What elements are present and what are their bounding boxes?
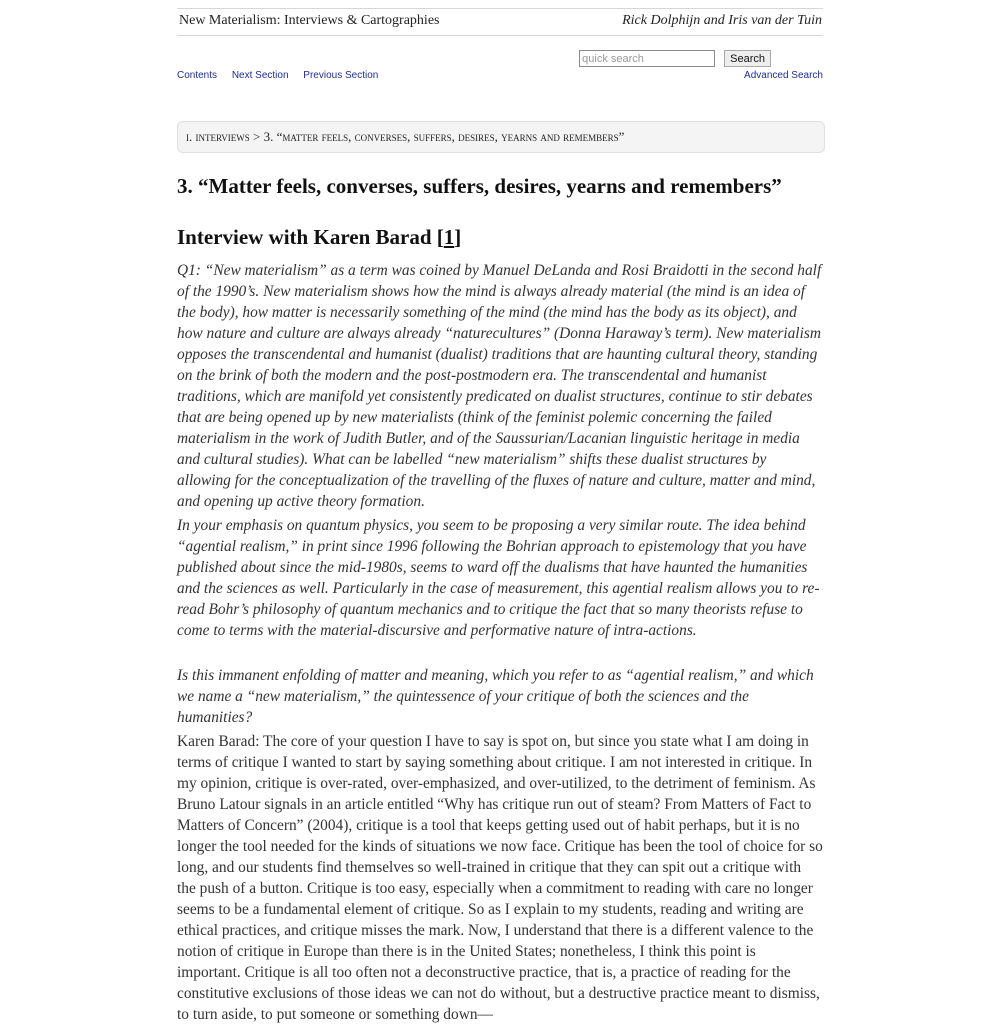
book-authors: Rick Dolphijn and Iris van der Tuin xyxy=(622,13,822,28)
question-paragraph-3: Is this immanent enfolding of matter and meaning, which you refer to as “agential realism,” and which we name a “new materialism,” the quintessence of your critique of both the sciences and the humanities? xyxy=(177,667,814,726)
search-button[interactable]: Search xyxy=(724,50,771,67)
breadcrumb-separator: > xyxy=(249,129,264,144)
search-input[interactable] xyxy=(579,50,715,67)
question-paragraph-2: In your emphasis on quantum physics, you seem to be proposing a very similar route. The idea behind “agential realism,” in print since 1996 following the Bohrian approach to epistemology that you have published about since the mid-1980s, seems to ward off the dualisms that have haunted the humanities and the sciences as well. Particularly in the case of measurement, this agential realism allows you to re-read Bohr’s philosophy of quantum mechanics and to critique the fact that so many theorists refuse to come to terms with the material-discursive and performative nature of intra-actions. xyxy=(177,517,820,639)
interview-heading xyxy=(177,225,461,250)
book-title[interactable]: New Materialism: Interviews & Cartographies xyxy=(179,13,440,28)
breadcrumb-current: 3. “matter feels, converses, suffers, desires, yearns and remembers” xyxy=(263,129,625,144)
answer-paragraph: Karen Barad: The core of your question I have to say is spot on, but since you state what I am doing in terms of critique I wanted to start by saying something about critique. I am not interested in critique. In my opinion, critique is over-rated, over-emphasized, and over-utilized, to the detriment of feminism. As Bruno Latour signals in an article entitled “Why has critique run out of steam? From Matters of Fact to Matters of Concern” (2004), critique is a tool that keeps getting used out of habit perhaps, but it is no longer the tool needed for the kinds of situations we now face. Critique has been the tool of choice for so long, and our students find themselves so well-trained in critique that they can spit out a critique with the push of a button. Critique is too easy, especially when a commitment to reading with care no longer seems to be a fundamental element of critique. So as I explain to my students, reading and writing are ethical practices, and critique misses the mark. Now, I understand that there is a different valence to the notion of critique in Europe than there is in the United States; nonetheless, I think this point is important. Critique is all too often not a deconstructive practice, that is, a practice of reading for the constitutive exclusions of those ideas we can not do without, but a destructive practice meant to dismiss, to turn aside, to put someone or something down— xyxy=(177,733,823,1023)
next-section-link[interactable]: Next Section xyxy=(231,70,289,81)
footnote-link[interactable]: 1 xyxy=(443,225,455,249)
advanced-search-link[interactable]: Advanced Search xyxy=(744,70,823,81)
section-navigation xyxy=(177,70,823,81)
chapter-title: 3. “Matter feels, converses, suffers, desires, yearns and remembers” xyxy=(177,174,782,198)
search-bar xyxy=(579,50,771,68)
contents-link[interactable]: Contents xyxy=(177,70,218,81)
interview-heading-text: Interview with Karen Barad [ xyxy=(177,225,444,249)
question-paragraph-1: Q1: “New materialism” as a term was coined by Manuel DeLanda and Rosi Braidotti in the second half of the 1990’s. New materialism shows how the mind is always already material (the mind is an idea of the body), how matter is necessarily something of the mind (the mind has the body as its object), and how nature and culture are always already “naturecultures” (Donna Haraway’s term). New materialism opposes the transcendental and humanist (dualist) traditions that are haunting cultural theory, standing on the brink of both the modern and the post-postmodern era. The transcendental and humanist traditions, which are manifold yet consistently predicated on dualist structures, continue to stir debates that are being opened up by new materialists (think of the feminist polemic concerning the failed materialism in the work of Judith Butler, and of the Saussurian/Lacanian linguistic heritage in media and cultural studies). What can be labelled “new materialism” shifts these dualist structures by allowing for the conceptualization of the travelling of the fluxes of nature and culture, matter and mind, and opening up active theory formation. xyxy=(177,262,822,510)
interview-heading-close: ] xyxy=(454,225,462,249)
header-bar xyxy=(177,8,823,36)
breadcrumb xyxy=(177,121,825,153)
breadcrumb-parent[interactable]: i. interviews xyxy=(186,129,250,144)
previous-section-link[interactable]: Previous Section xyxy=(303,70,379,81)
